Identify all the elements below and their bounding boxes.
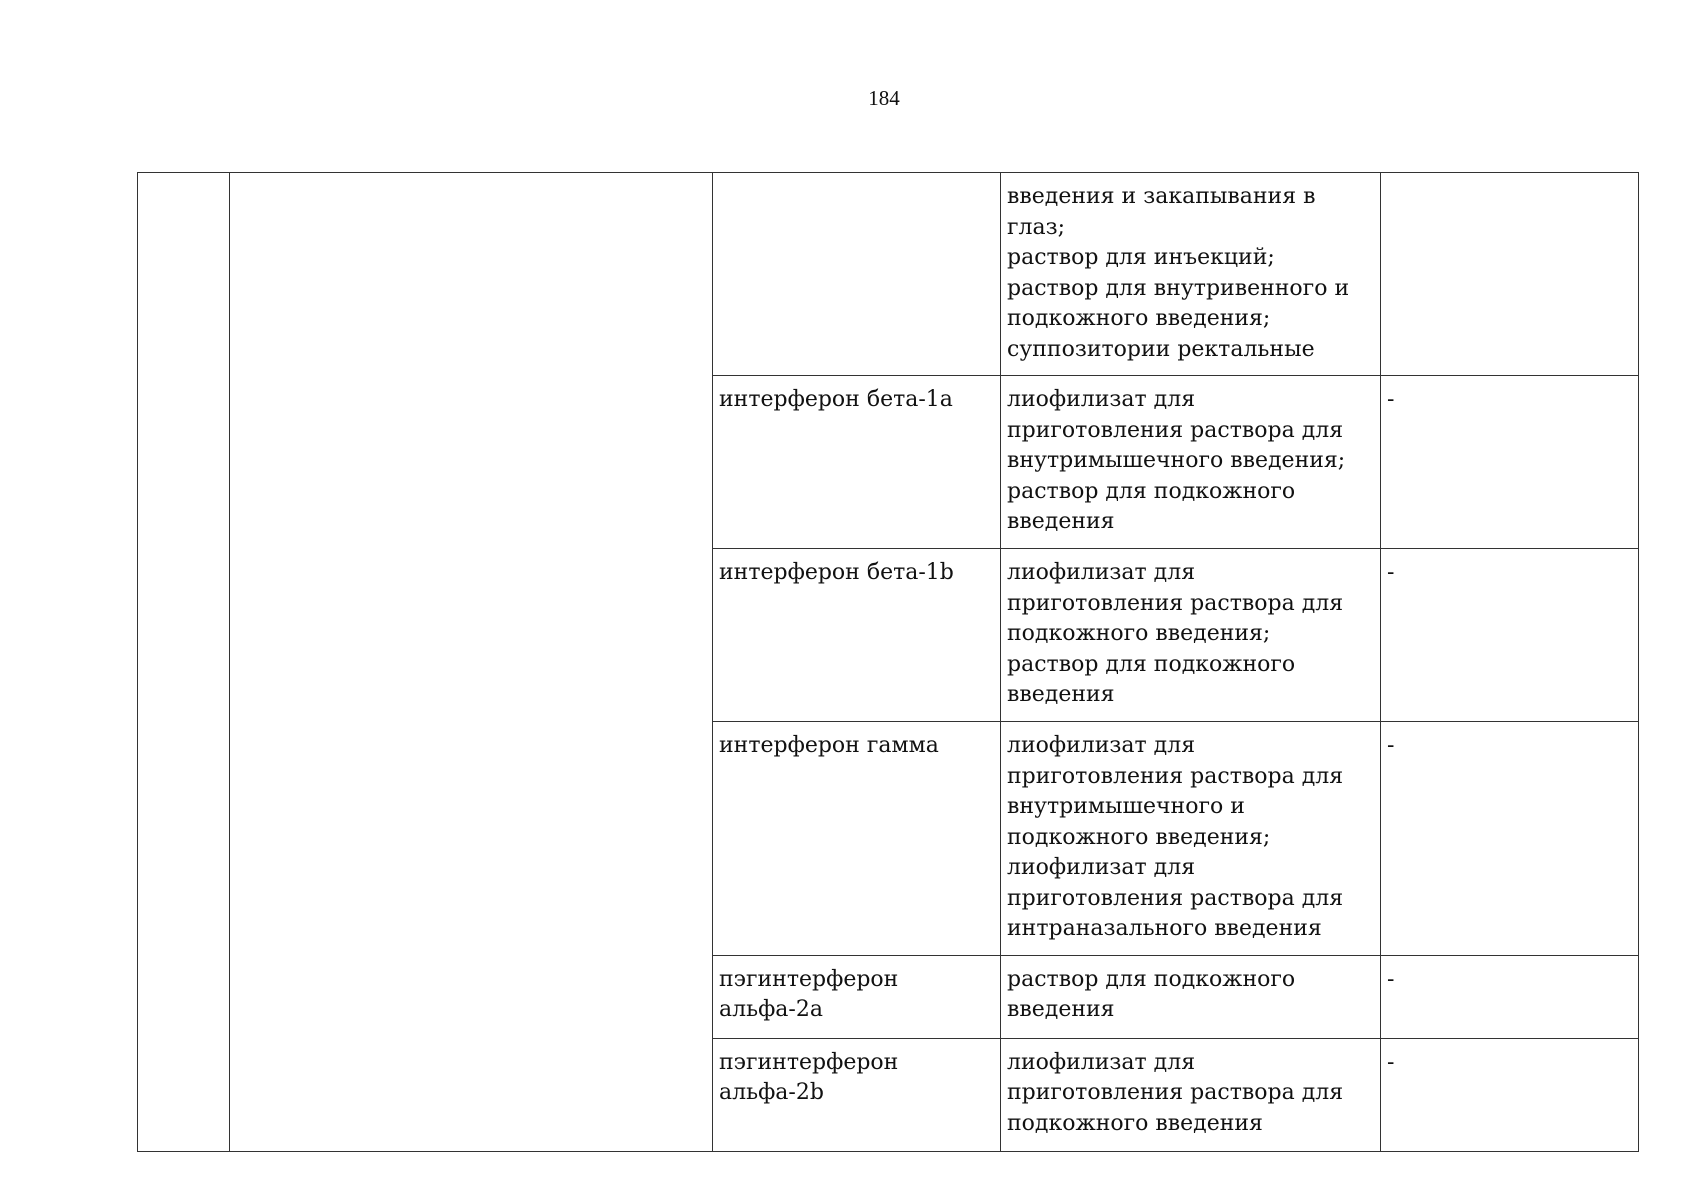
drug-name-cell: пэгинтерферон альфа-2b (713, 1038, 1001, 1151)
drug-name-cell: пэгинтерферон альфа-2a (713, 955, 1001, 1038)
drug-name-cell: интерферон гамма (713, 722, 1001, 956)
drug-name-cell: интерферон бета-1a (713, 376, 1001, 549)
page-number: 184 (868, 86, 900, 110)
dosage-forms-cell: введения и закапывания в глаз; раствор для инъекций; раствор для внутривенного и подкожного введения; суппозитории ректальные (1001, 173, 1381, 376)
note-cell: - (1381, 549, 1639, 722)
dosage-forms-cell: лиофилизат для приготовления раствора для внутримышечного введения; раствор для подкожного введения (1001, 376, 1381, 549)
dosage-forms-cell: лиофилизат для приготовления раствора для внутримышечного и подкожного введения; лиофилизат для приготовления раствора для интраназального введения (1001, 722, 1381, 956)
dosage-forms-cell: лиофилизат для приготовления раствора для подкожного введения (1001, 1038, 1381, 1151)
note-cell: - (1381, 722, 1639, 956)
table-row (138, 173, 1639, 376)
group-name-cell (230, 173, 713, 1152)
note-cell: - (1381, 376, 1639, 549)
atc-code-cell (138, 173, 230, 1152)
note-cell: - (1381, 955, 1639, 1038)
note-cell (1381, 173, 1639, 376)
dosage-forms-cell: лиофилизат для приготовления раствора для подкожного введения; раствор для подкожного введения (1001, 549, 1381, 722)
drug-name-cell (713, 173, 1001, 376)
drug-table (137, 172, 1639, 1152)
dosage-forms-cell: раствор для подкожного введения (1001, 955, 1381, 1038)
drug-name-cell: интерферон бета-1b (713, 549, 1001, 722)
note-cell: - (1381, 1038, 1639, 1151)
